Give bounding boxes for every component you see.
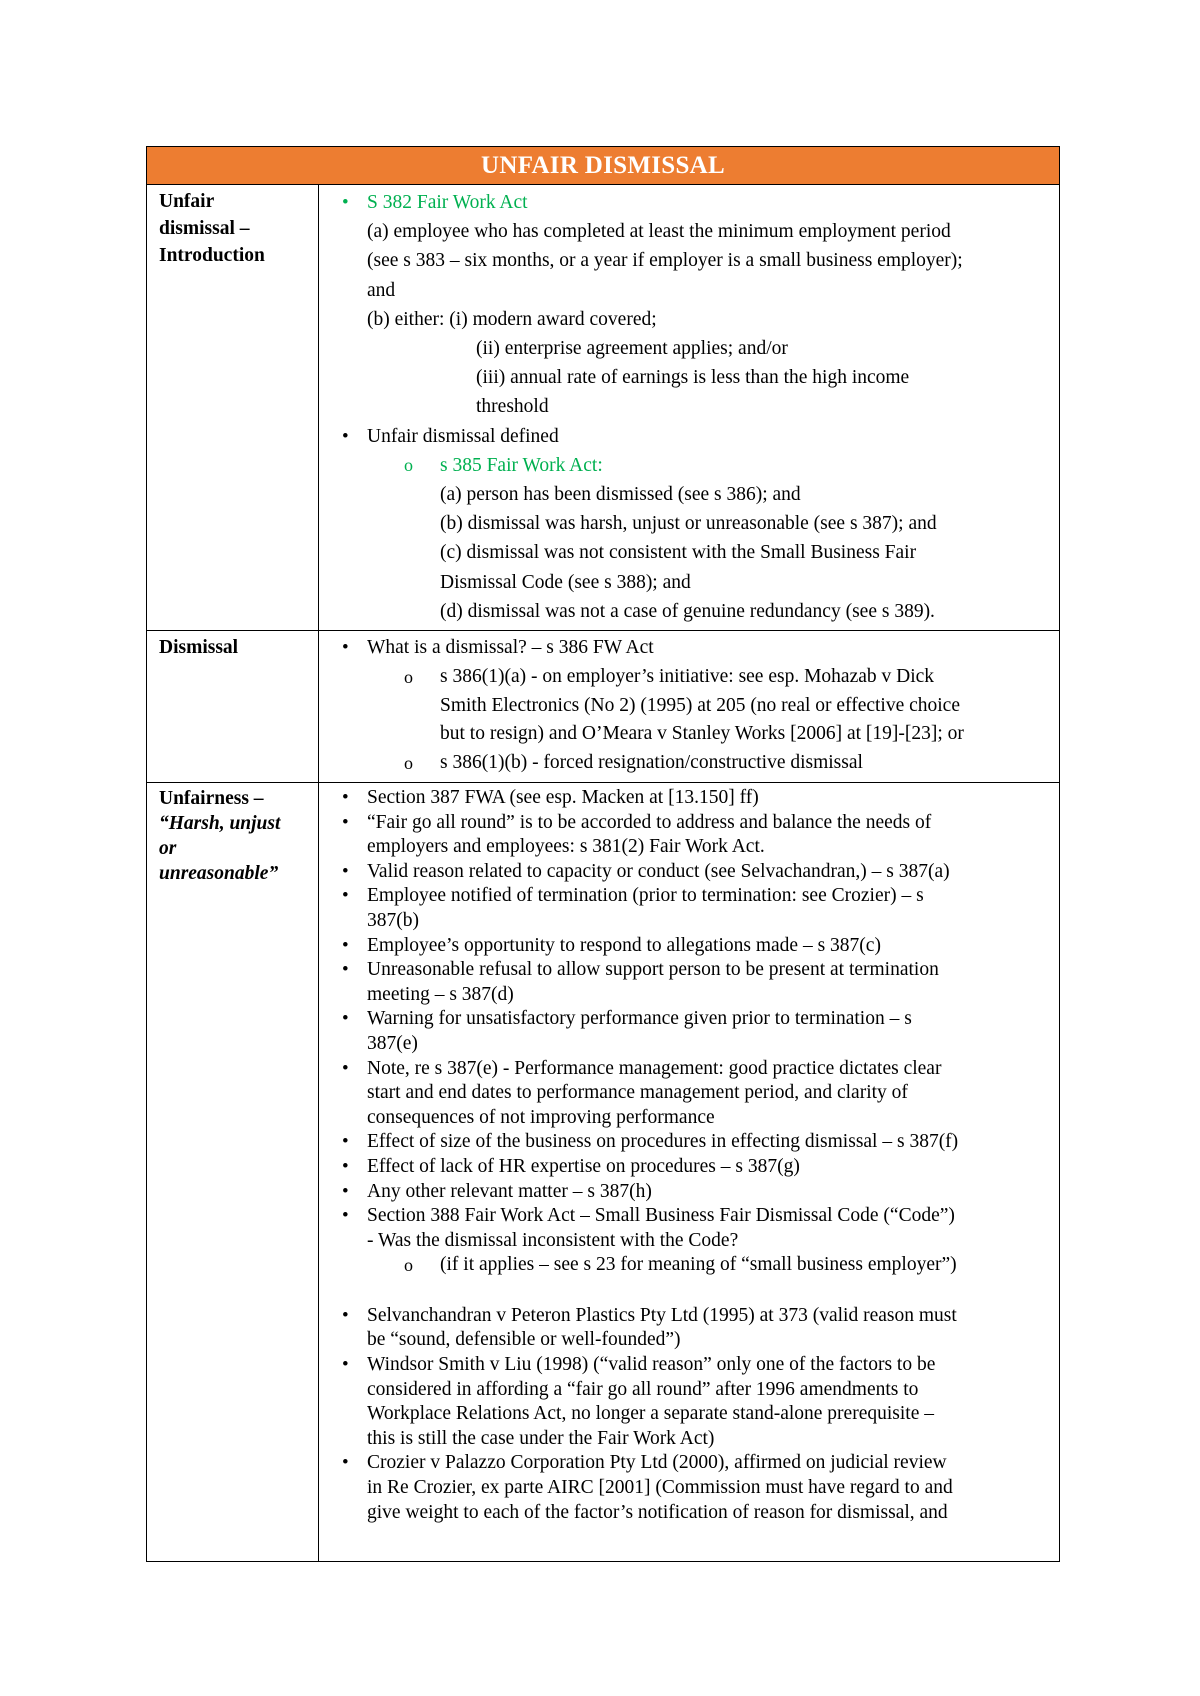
list-item: • “Fair go all round” is to be accorded to address and balance the needs of bbox=[329, 811, 1051, 836]
table-row bbox=[147, 783, 1059, 1561]
heading-line: dismissal – bbox=[159, 218, 250, 239]
spacer bbox=[329, 1278, 1051, 1304]
text-line: start and end dates to performance management period, and clarity of bbox=[367, 1082, 908, 1104]
list-item: • Any other relevant matter – s 387(h) bbox=[329, 1180, 1051, 1205]
text-line: and bbox=[367, 279, 396, 301]
text-line: (b) dismissal was harsh, unjust or unreasonable (see s 387); and bbox=[440, 513, 937, 535]
text-line: Workplace Relations Act, no longer a separate stand-alone prerequisite – bbox=[367, 1403, 934, 1425]
text-line: consequences of not improving performance bbox=[367, 1106, 715, 1128]
text-line: Smith Electronics (No 2) (1995) at 205 (no real or effective choice bbox=[440, 694, 960, 716]
heading-line: Dismissal bbox=[159, 637, 239, 658]
sub-list-item: o s 386(1)(b) - forced resignation/constructive dismissal bbox=[329, 749, 1051, 778]
list-item: • Employee notified of termination (prior to termination: see Crozier) – s bbox=[329, 884, 1051, 909]
list-item: • S 382 Fair Work Act bbox=[329, 188, 1051, 217]
table-title: UNFAIR DISMISSAL bbox=[147, 147, 1059, 185]
text-line: 387(b) bbox=[367, 909, 419, 931]
table-row bbox=[147, 631, 1059, 783]
list-item: • Employee’s opportunity to respond to allegations made – s 387(c) bbox=[329, 934, 1051, 959]
list-item: • Effect of size of the business on procedures in effecting dismissal – s 387(f) bbox=[329, 1130, 1051, 1155]
row-content bbox=[319, 631, 1059, 782]
table-row bbox=[147, 185, 1059, 631]
list-item: • Valid reason related to capacity or conduct (see Selvachandran,) – s 387(a) bbox=[329, 860, 1051, 885]
row-content bbox=[319, 185, 1059, 630]
text-line: this is still the case under the Fair Work Act) bbox=[367, 1427, 715, 1449]
sub-list-item: o s 385 Fair Work Act: bbox=[329, 451, 1051, 480]
row-heading bbox=[147, 185, 319, 630]
list-item: • Unfair dismissal defined bbox=[329, 422, 1051, 451]
text-line: (a) employee who has completed at least the minimum employment period bbox=[367, 221, 951, 243]
sub-list-item: o (if it applies – see s 23 for meaning of “small business employer”) bbox=[329, 1253, 1051, 1278]
text-line: (b) either: (i) modern award covered; bbox=[367, 308, 657, 330]
sub-list-item: o s 386(1)(a) - on employer’s initiative: see esp. Mohazab v Dick bbox=[329, 663, 1051, 692]
list-item: • Warning for unsatisfactory performance given prior to termination – s bbox=[329, 1007, 1051, 1032]
list-item: • Crozier v Palazzo Corporation Pty Ltd (2000), affirmed on judicial review bbox=[329, 1451, 1051, 1476]
list-item: • Section 388 Fair Work Act – Small Business Fair Dismissal Code (“Code”) bbox=[329, 1204, 1051, 1229]
list-item: • What is a dismissal? – s 386 FW Act bbox=[329, 634, 1051, 663]
text-line: (d) dismissal was not a case of genuine redundancy (see s 389). bbox=[440, 600, 935, 622]
text-line: (see s 383 – six months, or a year if employer is a small business employer); bbox=[367, 250, 963, 272]
heading-line: Unfairness – bbox=[159, 788, 264, 809]
text-line: - Was the dismissal inconsistent with the Code? bbox=[367, 1229, 739, 1251]
heading-line: or bbox=[159, 838, 177, 859]
text-line: employers and employees: s 381(2) Fair Work Act. bbox=[367, 836, 765, 858]
text-line: (c) dismissal was not consistent with the Small Business Fair bbox=[440, 542, 917, 564]
unfair-dismissal-table bbox=[146, 146, 1060, 1562]
text-line: 387(e) bbox=[367, 1032, 418, 1054]
text-line: Dismissal Code (see s 388); and bbox=[440, 571, 691, 593]
text-line: (ii) enterprise agreement applies; and/or bbox=[476, 338, 788, 360]
text-line: give weight to each of the factor’s notification of reason for dismissal, and bbox=[367, 1501, 948, 1523]
heading-line: unreasonable” bbox=[159, 863, 279, 884]
heading-line: Introduction bbox=[159, 245, 265, 266]
text-line: but to resign) and O’Meara v Stanley Works [2006] at [19]-[23]; or bbox=[440, 723, 964, 745]
list-item: • Effect of lack of HR expertise on procedures – s 387(g) bbox=[329, 1155, 1051, 1180]
text-line: (iii) annual rate of earnings is less than the high income bbox=[476, 367, 910, 389]
list-item: • Windsor Smith v Liu (1998) (“valid reason” only one of the factors to be bbox=[329, 1353, 1051, 1378]
text-line: threshold bbox=[476, 396, 549, 418]
text-line: be “sound, defensible or well-founded”) bbox=[367, 1329, 681, 1351]
list-item: • Note, re s 387(e) - Performance management: good practice dictates clear bbox=[329, 1057, 1051, 1082]
list-item: • Selvanchandran v Peteron Plastics Pty Ltd (1995) at 373 (valid reason must bbox=[329, 1304, 1051, 1329]
text-line: meeting – s 387(d) bbox=[367, 983, 514, 1005]
text-line: in Re Crozier, ex parte AIRC [2001] (Commission must have regard to and bbox=[367, 1477, 953, 1499]
heading-line: “Harsh, unjust bbox=[159, 813, 281, 834]
row-content bbox=[319, 783, 1059, 1561]
heading-line: Unfair bbox=[159, 191, 215, 212]
list-item: • Section 387 FWA (see esp. Macken at [13.150] ff) bbox=[329, 786, 1051, 811]
text-line: considered in affording a “fair go all round” after 1996 amendments to bbox=[367, 1378, 919, 1400]
row-heading bbox=[147, 631, 319, 782]
text-line: (a) person has been dismissed (see s 386); and bbox=[440, 484, 801, 506]
row-heading bbox=[147, 783, 319, 1561]
list-item: • Unreasonable refusal to allow support person to be present at termination bbox=[329, 958, 1051, 983]
